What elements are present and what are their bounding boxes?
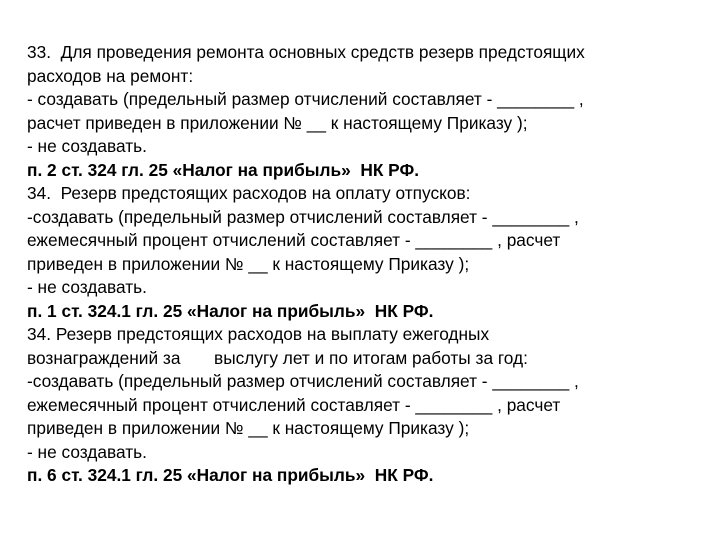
- text-line: 34. Резерв предстоящих расходов на оплату отпусков:: [27, 183, 471, 203]
- text-line: - не создавать.: [27, 277, 147, 297]
- legal-reference: п. 2 ст. 324 гл. 25 «Налог на прибыль» НК РФ.: [27, 159, 420, 180]
- text-line: 34. Резерв предстоящих расходов на выплату ежегодных: [27, 324, 490, 344]
- text-line: - не создавать.: [27, 441, 147, 462]
- legal-reference: п. 1 ст. 324.1 гл. 25 «Налог на прибыль» НК РФ.: [27, 300, 434, 321]
- text-line: приведен в приложении № __ к настоящему Приказу );: [27, 253, 470, 274]
- text-line: расчет приведен в приложении № __ к настоящему Приказу );: [27, 112, 528, 133]
- text-line: приведен в приложении № __ к настоящему Приказу );: [27, 418, 470, 438]
- text-line: - не создавать.: [27, 136, 147, 156]
- text-line: -создавать (предельный размер отчислений составляет - ________ ,: [27, 371, 579, 391]
- text-line: 33. Для проведения ремонта основных средств резерв предстоящих: [27, 42, 585, 62]
- text-line: расходов на ремонт:: [27, 65, 194, 86]
- text-line: ежемесячный процент отчислений составляет - ________ , расчет: [27, 394, 561, 415]
- document-text-block: [27, 41, 707, 488]
- text-line: вознаграждений за выслугу лет и по итогам работы за год:: [27, 347, 528, 368]
- text-line: - создавать (предельный размер отчислений составляет - ________ ,: [27, 89, 584, 109]
- text-line: -создавать (предельный размер отчислений составляет - ________ ,: [27, 206, 579, 227]
- legal-reference: п. 6 ст. 324.1 гл. 25 «Налог на прибыль» НК РФ.: [27, 465, 434, 485]
- text-line: ежемесячный процент отчислений составляет - ________ , расчет: [27, 230, 561, 250]
